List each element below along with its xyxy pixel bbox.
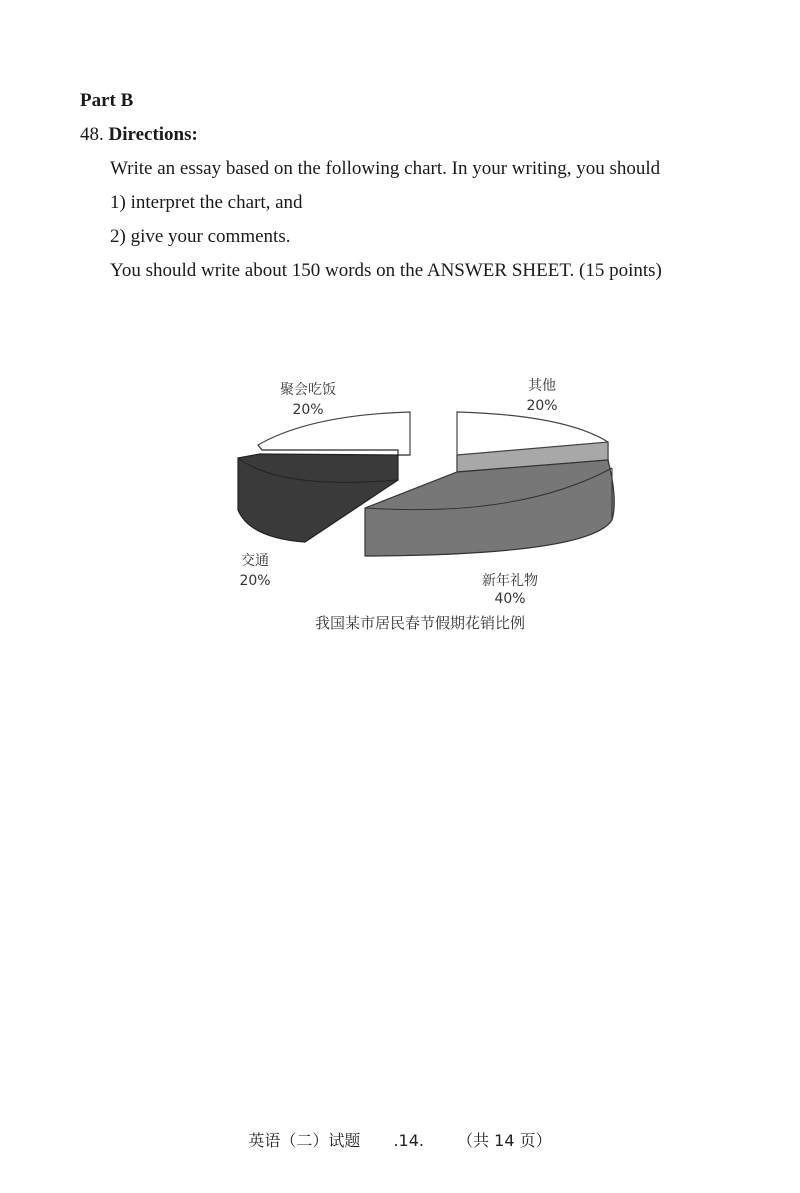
page-footer: [0, 1128, 800, 1151]
question-number: 48.: [80, 124, 104, 145]
pie-chart: [220, 360, 620, 605]
direction-line-3: 2) give your comments.: [110, 226, 291, 247]
direction-line-4: You should write about 150 words on the ANSWER SHEET. (15 points): [110, 260, 662, 281]
footer-total-pages: （共 14 页）: [457, 1131, 552, 1150]
direction-line-1: Write an essay based on the following chart. In your writing, you should: [110, 158, 661, 179]
value-gifts: 40%: [494, 591, 526, 605]
pie-slice-dinner: [258, 412, 410, 455]
chart-caption: 我国某市居民春节假期花销比例: [314, 614, 525, 632]
label-transport: 交通: [241, 553, 269, 569]
direction-line-2: 1) interpret the chart, and: [110, 192, 303, 213]
value-dinner: 20%: [292, 402, 324, 418]
label-gifts: 新年礼物: [482, 573, 538, 589]
value-transport: 20%: [239, 573, 271, 589]
value-other: 20%: [526, 398, 558, 414]
pie-slice-gifts: [365, 460, 614, 556]
directions-heading: Directions:: [108, 124, 198, 145]
footer-subject: 英语（二）试题: [248, 1131, 361, 1150]
question-header: [80, 124, 198, 146]
part-title: Part B: [80, 90, 134, 111]
label-other: 其他: [528, 378, 556, 394]
label-dinner: 聚会吃饭: [280, 382, 336, 398]
footer-page-number: .14.: [393, 1131, 424, 1150]
